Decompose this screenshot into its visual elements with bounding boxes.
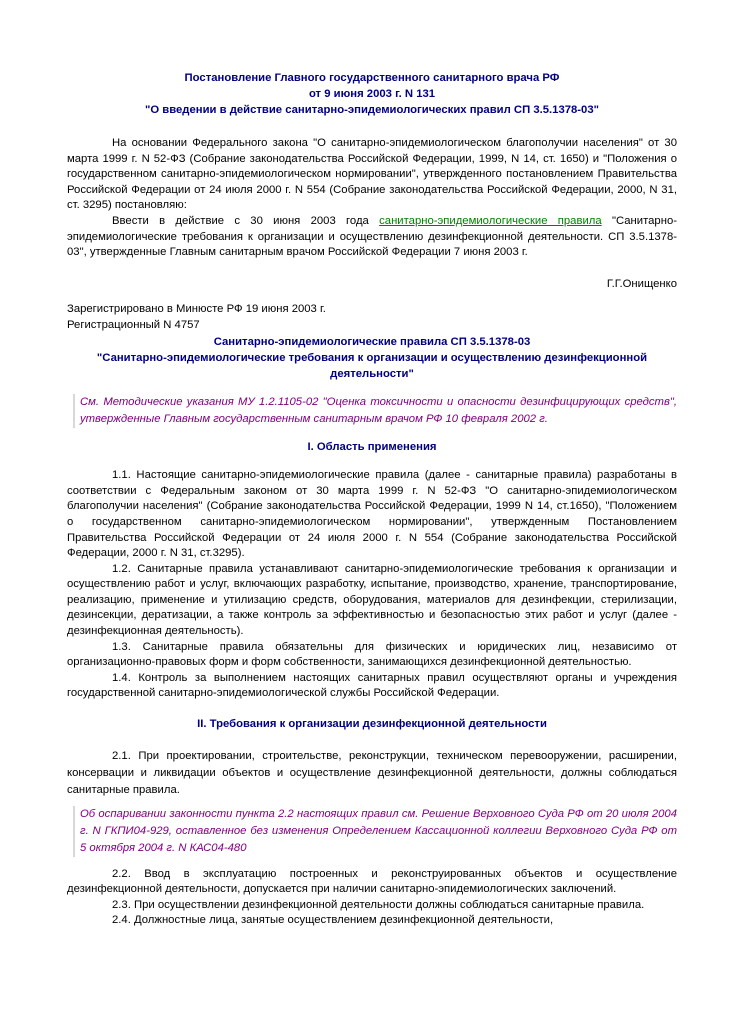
- rules-title-line2: "Санитарно-эпидемиологические требования к организации и осуществлению дезинфекционной деятельности": [96, 351, 648, 380]
- decree-title-line2: от 9 июня 2003 г. N 131: [308, 88, 436, 100]
- clause-1-1: 1.1. Настоящие санитарно-эпидемиологические правила (далее - санитарные правила) разработаны в соответствии с Федеральным законом от 30 марта 1999 г. N 52-ФЗ "О санитарно-эпидемиологическом благополучии населения" (Собрание законодательства Российской Федерации, 1999 N 14, ст.1650), "Положением о государственном санитарно-эпидемиологическом нормировании", утвержденным Постановлением Правительства Российской Федерации от 24 июля 2000 г. N 554 (Собрание законодательства Российской Федерации, 2000 г. N 31, ст.3295).: [67, 469, 677, 560]
- rules-title: [67, 334, 677, 382]
- enact-text-before: Ввести в действие с 30 июня 2003 года: [112, 214, 380, 227]
- registration-line2: Регистрационный N 4757: [67, 318, 200, 331]
- registration-line1: Зарегистрировано в Минюсте РФ 19 июня 2003 г.: [67, 303, 326, 316]
- clause-2-2: 2.2. Ввод в эксплуатацию построенных и реконструированных объектов и осуществление дезинфекционной деятельности, допускается при наличии санитарно-эпидемиологических заключений.: [67, 867, 677, 896]
- clause-1-2: 1.2. Санитарные правила устанавливают санитарно-эпидемиологические требования к организации и осуществлению работ и услуг, включающих разработку, испытание, производство, хранение, транспортирование, реализацию, применение и утилизацию средств, оборудования, материалов для дезинфекции, стерилизации, дезинсекции, дератизации, а также контроль за эффективностью и безопасностью этих работ и услуг (далее - дезинфекционная деятельность).: [67, 562, 677, 638]
- decree-title-line3: "О введении в действие санитарно-эпидемиологических правил СП 3.5.1378-03": [145, 104, 599, 116]
- reference-note-toxicity: См. Методические указания МУ 1.2.1105-02 "Оценка токсичности и опасности дезинфицирующих средств", утвержденные Главным государственным санитарным врачом РФ 10 февраля 2002 г.: [73, 394, 677, 428]
- clause-1-4: 1.4. Контроль за выполнением настоящих санитарных правил осуществляют органы и учреждения государственной санитарно-эпидемиологической службы Российской Федерации.: [67, 671, 677, 700]
- signature: Г.Г.Онищенко: [606, 277, 677, 290]
- enact-paragraph: [67, 214, 677, 261]
- reference-note-court: Об оспаривании законности пункта 2.2 настоящих правил см. Решение Верховного Суда РФ от 20 июля 2004 г. N ГКПИ04-929, оставленное без изменения Определением Кассационной коллегии Верховного Суда РФ от 5 октября 2004 г. N КАС04-480: [73, 806, 677, 857]
- clause-2-4: 2.4. Должностные лица, занятые осуществлением дезинфекционной деятельности,: [112, 914, 554, 927]
- decree-title-line1: Постановление Главного государственного санитарного врача РФ: [184, 72, 560, 84]
- clause-1-3: 1.3. Санитарные правила обязательны для физических и юридических лиц, независимо от организационно-правовых форм и форм собственности, занимающихся дезинфекционной деятельностью.: [67, 640, 677, 669]
- section-1-title: I. Область применения: [307, 440, 437, 453]
- intro-paragraph: На основании Федерального закона "О санитарно-эпидемиологическом благополучии населения" от 30 марта 1999 г. N 52-ФЗ (Собрание законодательства Российской Федерации, 1999, N 14, ст. 1650) и "Положения о государственном санитарно-эпидемиологическом нормировании", утвержденного постановлением Правительства Российской Федерации от 24 июля 2000 г. N 554 (Собрание законодательства Российской Федерации, 2000, N 31, ст. 3295) постановляю:: [67, 137, 677, 212]
- clause-2-1: 2.1. При проектировании, строительстве, реконструкции, техническом перевооружении, расширении, консервации и ликвидации объектов и осуществление дезинфекционной деятельности, должны соблюдаться санитарные правила.: [67, 749, 677, 796]
- enact-text-after: "Санитарно-эпидемиологические требования к организации и осуществлению дезинфекционной деятельности. СП 3.5.1378-03", утвержденные Главным санитарным врачом Российской Федерации 7 июня 2003 г.: [67, 214, 677, 259]
- clause-2-3: 2.3. При осуществлении дезинфекционной деятельности должны соблюдаться санитарные правила.: [112, 898, 645, 911]
- rules-link[interactable]: санитарно-эпидемиологические правила: [379, 214, 602, 227]
- decree-title: [67, 70, 677, 118]
- rules-title-line1: Санитарно-эпидемиологические правила СП 3.5.1378-03: [213, 335, 531, 348]
- section-2-title: II. Требования к организации дезинфекционной деятельности: [197, 718, 547, 731]
- document-page: [67, 70, 677, 929]
